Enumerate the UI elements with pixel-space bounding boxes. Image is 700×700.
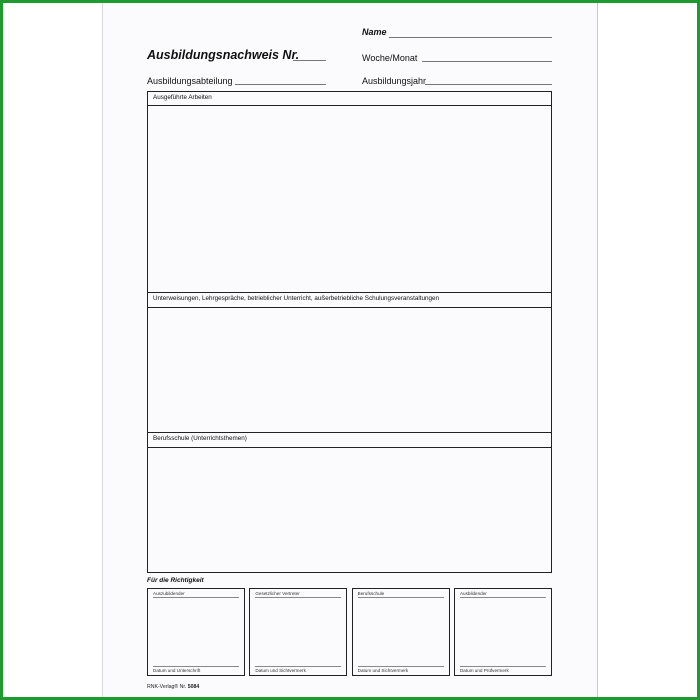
publisher-note	[147, 684, 199, 690]
publisher-number: 5084	[187, 684, 200, 690]
section-header-instruction: Unterweisungen, Lehrgespräche, betrieblicher Unterricht, außerbetriebliche Schulungsveranstaltungen	[148, 293, 551, 308]
signature-box-trainer[interactable]	[454, 588, 552, 676]
week-month-label: Woche/Monat	[362, 53, 418, 63]
signature-box-school[interactable]	[352, 588, 450, 676]
section-area-instruction[interactable]	[148, 308, 551, 432]
section-header-work: Ausgeführte Arbeiten	[148, 92, 551, 106]
name-line	[389, 37, 552, 38]
signature-row	[147, 588, 552, 676]
section-area-work[interactable]	[148, 106, 551, 292]
publisher-prefix: RNK-Verlag® Nr.	[147, 684, 187, 690]
section-header-school: Berufsschule (Unterrichtsthemen)	[148, 433, 551, 448]
form-sheet	[102, 3, 598, 697]
signature-caption: Datum und Unterschrift	[153, 666, 239, 673]
signature-caption: Datum und Sichtvermerk	[358, 666, 444, 673]
activities-box	[147, 91, 552, 573]
department-label: Ausbildungsabteilung	[147, 76, 233, 86]
signature-caption: Datum und Prüfvermerk	[460, 666, 546, 673]
name-label: Name	[362, 27, 387, 37]
number-line	[293, 60, 326, 61]
signature-heading: Für die Richtigkeit	[147, 577, 204, 584]
section-area-school[interactable]	[148, 448, 551, 572]
signature-role-label: Ausbildender	[460, 591, 546, 598]
signature-caption: Datum und Sichtvermerk	[255, 666, 341, 673]
signature-role-label: Gesetzlicher Vertreter	[255, 591, 341, 598]
signature-box-trainee[interactable]	[147, 588, 245, 676]
week-month-line	[422, 61, 552, 62]
training-year-label: Ausbildungsjahr	[362, 76, 427, 86]
signature-role-label: Auszubildender	[153, 591, 239, 598]
signature-role-label: Berufsschule	[358, 591, 444, 598]
department-line	[235, 84, 326, 85]
training-year-line	[425, 84, 552, 85]
signature-box-guardian[interactable]	[249, 588, 347, 676]
form-title: Ausbildungsnachweis Nr.	[147, 48, 300, 62]
